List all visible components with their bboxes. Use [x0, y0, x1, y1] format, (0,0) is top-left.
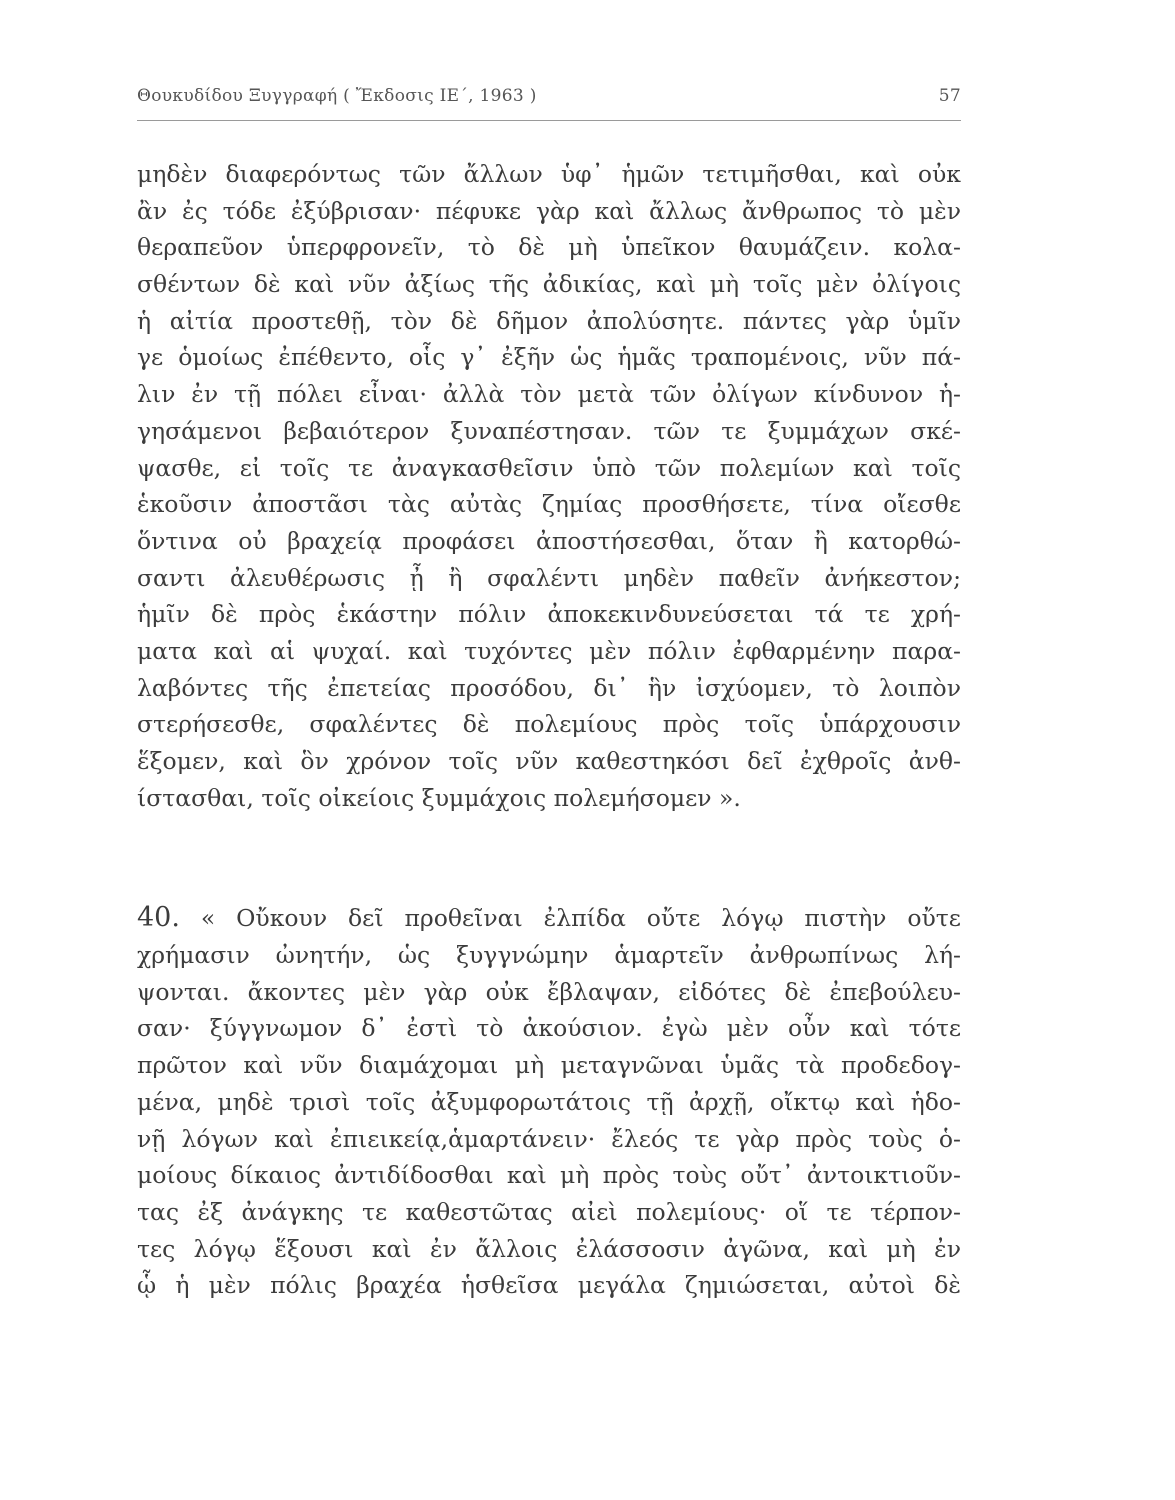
text-line: ὅντινα οὐ βραχείᾳ προφάσει ἀποστήσεσθαι, ὅταν ἢ κατορθώ-: [137, 526, 961, 555]
text-line: ίστασθαι, τοῖς οἰκείοις ξυμμάχοις πολεμήσομεν ».: [137, 783, 741, 812]
text-line: λαβόντες τῆς ἐπετείας προσόδου, δι᾽ ἣν ἰσχύομεν, τὸ λοιπὸν: [137, 673, 961, 702]
text-line: γησάμενοι βεβαιότερον ξυναπέστησαν. τῶν τε ξυμμάχων σκέ-: [137, 416, 961, 445]
text-line: νῇ λόγων καὶ ἐπιεικείᾳ,ἁμαρτάνειν· ἔλεός τε γὰρ πρὸς τοὺς ὁ-: [137, 1124, 961, 1153]
section-first-line-text: « Οὔκουν δεῖ προθεῖναι ἐλπίδα οὔτε λόγῳ πιστὴν οὔτε: [200, 904, 961, 933]
running-header-title: Θουκυδίδου Ξυγγραφή ( Ἔκδοσις ΙΕ΄, 1963 ): [137, 86, 537, 106]
paragraph-2: [137, 900, 961, 1304]
text-line: γε ὁμοίως ἐπέθεντο, οἷς γ᾽ ἐξῆν ὡς ἡμᾶς τραπομένοις, νῦν πά-: [137, 343, 961, 372]
text-line: τες λόγῳ ἕξουσι καὶ ἐν ἄλλοις ἐλάσσοσιν ἀγῶνα, καὶ μὴ ἐν: [137, 1234, 961, 1263]
section-first-line: [137, 900, 961, 937]
page-number: 57: [938, 86, 961, 106]
text-line: πρῶτον καὶ νῦν διαμάχομαι μὴ μεταγνῶναι ὑμᾶς τὰ προδεδογ-: [137, 1051, 961, 1080]
text-line: σαν· ξύγγνωμον δ᾽ ἐστὶ τὸ ἀκούσιον. ἐγὼ μὲν οὖν καὶ τότε: [137, 1014, 961, 1043]
text-line: μοίους δίκαιος ἀντιδίδοσθαι καὶ μὴ πρὸς τοὺς οὔτ᾽ ἀντοικτιοῦν-: [137, 1161, 961, 1190]
text-line: λιν ἐν τῇ πόλει εἶναι· ἀλλὰ τὸν μετὰ τῶν ὀλίγων κίνδυνον ἡ-: [137, 380, 961, 409]
text-line: σαντι ἀλευθέρωσις ᾖ ἢ σφαλέντι μηδὲν παθεῖν ἀνήκεστον;: [137, 563, 961, 592]
text-line: ᾧ ἡ μὲν πόλις βραχέα ἡσθεῖσα μεγάλα ζημιώσεται, αὐτοὶ δὲ: [137, 1271, 961, 1300]
running-header: [137, 86, 961, 116]
text-line: στερήσεσθε, σφαλέντες δὲ πολεμίους πρὸς τοῖς ὑπάρχουσιν: [137, 710, 961, 739]
text-line: μηδὲν διαφερόντως τῶν ἄλλων ὑφ᾽ ἡμῶν τετιμῆσθαι, καὶ οὐκ: [137, 160, 961, 188]
text-line: μένα, μηδὲ τρισὶ τοῖς ἀξυμφορωτάτοις τῇ ἀρχῇ, οἴκτῳ καὶ ἡδο-: [137, 1087, 961, 1116]
header-rule: [137, 120, 961, 121]
paragraph-1: [137, 156, 961, 816]
text-line: τας ἐξ ἀνάγκης τε καθεστῶτας αἰεὶ πολεμίους· οἵ τε τέρπον-: [137, 1197, 961, 1226]
text-line: ἂν ἐς τόδε ἐξύβρισαν· πέφυκε γὰρ καὶ ἄλλως ἄνθρωπος τὸ μὲν: [137, 196, 961, 225]
text-line: θεραπεῦον ὑπερφρονεῖν, τὸ δὲ μὴ ὑπεῖκον θαυμάζειν. κολα-: [137, 233, 961, 262]
text-line: ἕξομεν, καὶ ὃν χρόνον τοῖς νῦν καθεστηκόσι δεῖ ἐχθροῖς ἀνθ-: [137, 747, 961, 775]
text-line: ματα καὶ αἱ ψυχαί. καὶ τυχόντες μὲν πόλιν ἐφθαρμένην παρα-: [137, 636, 961, 665]
text-line: ἑκοῦσιν ἀποστᾶσι τὰς αὐτὰς ζημίας προσθήσετε, τίνα οἴεσθε: [137, 490, 961, 519]
text-line: ψασθε, εἰ τοῖς τε ἀναγκασθεῖσιν ὑπὸ τῶν πολεμίων καὶ τοῖς: [137, 453, 961, 482]
text-line: χρήμασιν ὠνητήν, ὡς ξυγγνώμην ἁμαρτεῖν ἀνθρωπίνως λή-: [137, 941, 961, 970]
section-number: 40.: [137, 902, 180, 934]
text-line: ἡμῖν δὲ πρὸς ἑκάστην πόλιν ἀποκεκινδυνεύσεται τά τε χρή-: [137, 600, 961, 629]
paragraph-gap: [137, 816, 961, 900]
text-line: ψονται. ἄκοντες μὲν γὰρ οὐκ ἔβλαψαν, εἰδότες δὲ ἐπεβούλευ-: [137, 977, 961, 1006]
text-line: ἡ αἰτία προστεθῇ, τὸν δὲ δῆμον ἀπολύσητε. πάντες γὰρ ὑμῖν: [137, 306, 961, 335]
body-text: [137, 156, 961, 1304]
text-line: σθέντων δὲ καὶ νῦν ἀξίως τῆς ἀδικίας, καὶ μὴ τοῖς μὲν ὀλίγοις: [137, 270, 961, 299]
